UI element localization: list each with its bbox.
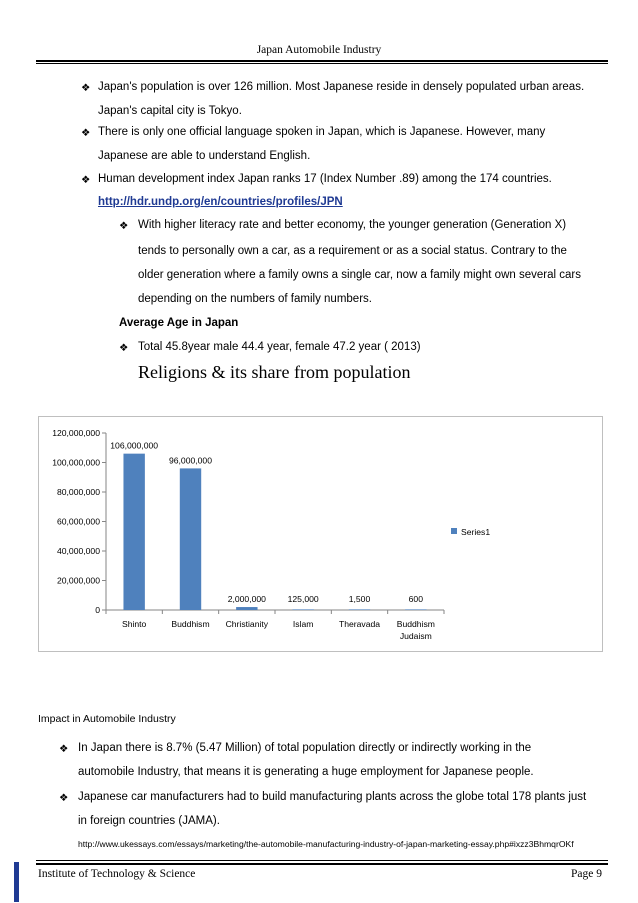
- bar-christianity: [236, 607, 257, 610]
- x-category-label: Christianity: [225, 619, 269, 629]
- y-tick-label: 80,000,000: [56, 487, 100, 497]
- bar-islam: [292, 609, 313, 610]
- sub-bullet-text: With higher literacy rate and better economy, the younger generation (Generation X): [138, 219, 567, 231]
- x-category-label: Buddhism: [396, 619, 435, 629]
- data-label: 125,000: [287, 594, 319, 604]
- y-tick-label: 60,000,000: [56, 516, 100, 527]
- x-category-label: Theravada: [338, 619, 381, 629]
- sub-bullet-text: older generation where a family owns a single car, now a family might own several cars: [138, 269, 581, 281]
- impact-bullet-text: automobile Industry, that means it is generating a huge employment for Japanese people.: [78, 766, 534, 778]
- impact-heading: Impact in Automobile Industry: [38, 713, 176, 725]
- impact-bullet-text: Japanese car manufacturers had to build manufacturing plants across the globe total 178 plants just: [78, 791, 587, 803]
- legend-swatch: [451, 528, 457, 534]
- header-rule: [36, 60, 608, 62]
- diamond-bullet-icon: ❖: [119, 342, 129, 354]
- impact-bullet-text: In Japan there is 8.7% (5.47 Million) of total population directly or indirectly working in the: [78, 742, 532, 754]
- page-edge-bar: [14, 862, 19, 902]
- bullet-text: Japan's population is over 126 million. Most Japanese reside in densely populated urban areas.: [98, 81, 585, 93]
- bar-shinto: [123, 454, 144, 610]
- diamond-bullet-icon: ❖: [119, 220, 129, 232]
- sub-bullet-text: tends to personally own a car, as a requirement or as a social status. Contrary to the: [138, 245, 567, 257]
- footer-institute: Institute of Technology & Science: [38, 868, 196, 880]
- impact-bullet-text: in foreign countries (JAMA).: [78, 815, 220, 827]
- bar-buddhism-judaism: [405, 609, 426, 610]
- bullet-text: Human development index Japan ranks 17 (Index Number .89) among the 174 countries.: [98, 173, 552, 185]
- bullet-text: Japanese are able to understand English.: [98, 150, 311, 162]
- sub-bullet-text: depending on the numbers of family numbers.: [138, 293, 372, 305]
- diamond-bullet-icon: ❖: [81, 82, 91, 94]
- x-category-label: Buddhism: [171, 619, 210, 629]
- diamond-bullet-icon: ❖: [59, 743, 69, 755]
- data-label: 106,000,000: [110, 440, 159, 451]
- data-label: 96,000,000: [168, 455, 213, 466]
- average-age-heading: Average Age in Japan: [119, 317, 239, 329]
- hdr-link[interactable]: http://hdr.undp.org/en/countries/profiles/JPN: [98, 196, 343, 208]
- average-age-text: Total 45.8year male 44.4 year, female 47.2 year ( 2013): [138, 341, 421, 353]
- footer-rule: [36, 863, 608, 865]
- data-label: 2,000,000: [227, 594, 266, 604]
- bar-theravada: [349, 609, 370, 610]
- footer-page-number: Page 9: [571, 868, 602, 880]
- y-tick-label: 0: [95, 605, 100, 615]
- bullet-text: There is only one official language spoken in Japan, which is Japanese. However, many: [98, 126, 546, 138]
- diamond-bullet-icon: ❖: [81, 174, 91, 186]
- header-rule-thin: [36, 63, 608, 64]
- y-tick-label: 20,000,000: [56, 575, 100, 586]
- diamond-bullet-icon: ❖: [81, 127, 91, 139]
- y-tick-label: 40,000,000: [56, 546, 100, 556]
- diamond-bullet-icon: ❖: [59, 792, 69, 804]
- footer-rule-thin: [36, 860, 608, 861]
- bar-buddhism: [180, 468, 201, 610]
- page-header-title: Japan Automobile Industry: [256, 44, 382, 56]
- x-category-label: Shinto: [121, 619, 147, 629]
- source-url-link[interactable]: http://www.ukessays.com/essays/marketing/the-automobile-manufacturing-industry-of-japan-marketing-essay.php#ixzz3BhmqrOKf: [78, 839, 574, 849]
- x-category-label: Judaism: [399, 631, 432, 641]
- bullet-text: Japan's capital city is Tokyo.: [98, 105, 242, 117]
- religions-chart: [38, 416, 603, 652]
- legend-label: Series1: [461, 527, 491, 537]
- data-label: 600: [408, 594, 424, 604]
- y-tick-label: 120,000,000: [52, 428, 100, 438]
- x-category-label: Islam: [292, 619, 314, 629]
- y-tick-label: 100,000,000: [52, 457, 100, 468]
- data-label: 1,500: [348, 594, 371, 604]
- religions-title: Religions & its share from population: [138, 362, 411, 382]
- religions-chart-svg: [39, 417, 602, 651]
